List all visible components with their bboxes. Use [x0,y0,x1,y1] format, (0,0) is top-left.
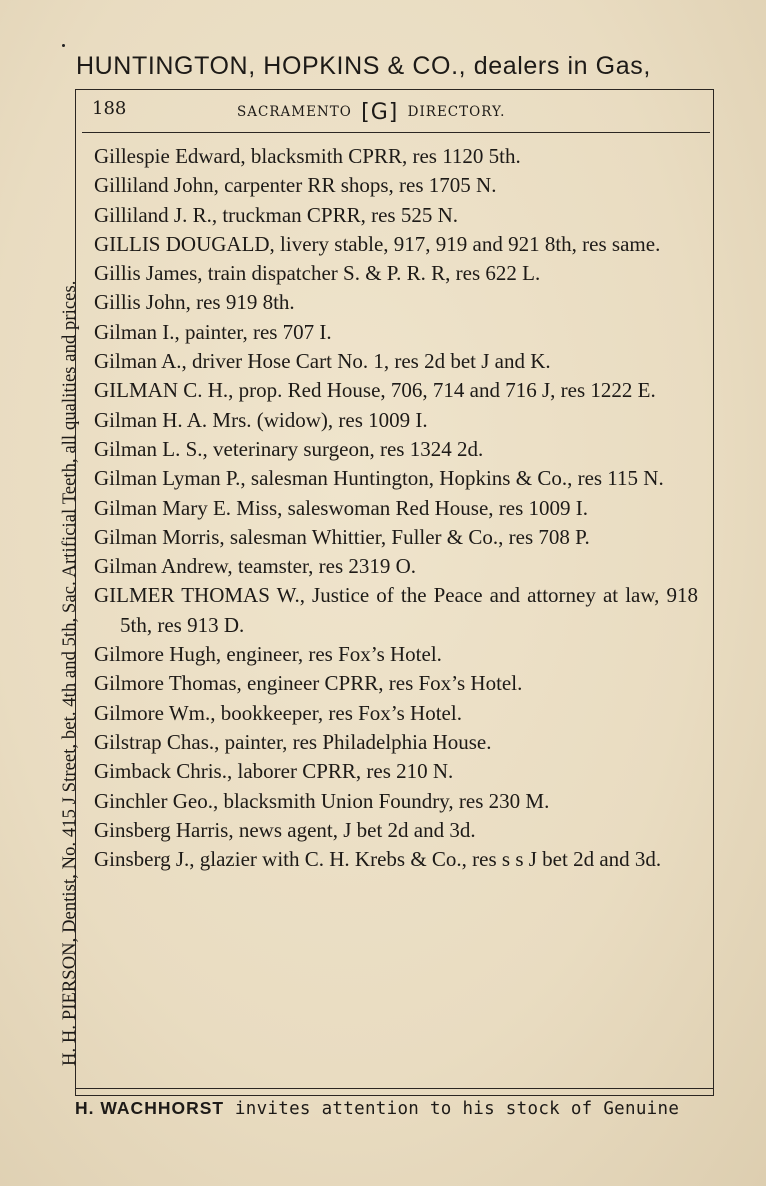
directory-entry: GILMAN C. H., prop. Red House, 706, 714 and 716 J, res 1222 E. [94,378,656,403]
page-number: 188 [92,98,127,119]
directory-entry: Gilmore Hugh, engineer, res Fox’s Hotel. [94,642,442,667]
directory-entry: Gilmore Thomas, engineer CPRR, res Fox’s Hotel. [94,671,523,696]
header-rule [82,132,710,133]
ink-speck [62,44,65,47]
directory-entry: Ginchler Geo., blacksmith Union Foundry, res 230 M. [94,788,550,813]
directory-entry: Gilliland John, carpenter RR shops, res 1705 N. [94,173,497,198]
directory-entry: Gillis James, train dispatcher S. & P. R. R, res 622 L. [94,261,541,286]
directory-entries [94,142,698,874]
header-city: SACRAMENTO [237,104,352,120]
directory-entry: Gilman Andrew, teamster, res 2319 O. [94,554,417,579]
directory-entry: GILMER THOMAS W., Justice of the Peace and attorney at law, 918 5th, res 913 D. [94,583,698,637]
side-advertisement-banner: H. H. PIERSON, Dentist, No. 415 J Street, bet. 4th and 5th, Sac. Artificial Teeth, all qualities and prices. [60,280,80,1066]
directory-entry: Gillespie Edward, blacksmith CPRR, res 1120 5th. [94,144,521,168]
top-banner-text: , dealers in Gas, [458,52,651,80]
header-title: DIRECTORY. [407,104,506,120]
bottom-advertisement-banner [75,1098,679,1119]
header-section-letter: [G] [361,100,399,125]
top-banner-company: HUNTINGTON, HOPKINS & CO. [76,52,459,80]
directory-entry: Ginsberg J., glazier with C. H. Krebs & Co., res s s J bet 2d and 3d. [94,847,662,872]
directory-entry: Gilman Mary E. Miss, saleswoman Red House, res 1009 I. [94,495,589,520]
directory-entry: Gilliland J. R., truckman CPRR, res 525 N. [94,202,458,227]
bottom-banner-company: H. WACHHORST [75,1098,225,1118]
directory-entry: Gimback Chris., laborer CPRR, res 210 N. [94,759,454,784]
directory-entry: Gilman Morris, salesman Whittier, Fuller & Co., res 708 P. [94,524,590,549]
directory-entry: Gilstrap Chas., painter, res Philadelphia House. [94,729,492,754]
bottom-banner-text: invites attention to his stock of Genuine [224,1099,680,1119]
directory-entry: Gilman I., painter, res 707 I. [94,319,332,344]
top-advertisement-banner [76,52,651,81]
bottom-rule [75,1088,714,1089]
directory-entry: Gilman A., driver Hose Cart No. 1, res 2d bet J and K. [94,349,551,374]
directory-entry: Gilman L. S., veterinary surgeon, res 1324 2d. [94,436,484,461]
directory-entry: Gilman H. A. Mrs. (widow), res 1009 I. [94,407,428,432]
directory-entry: Gilmore Wm., bookkeeper, res Fox’s Hotel. [94,700,462,725]
directory-entry: Ginsberg Harris, news agent, J bet 2d and 3d. [94,817,476,842]
running-head [237,100,505,125]
directory-entry: Gilman Lyman P., salesman Huntington, Hopkins & Co., res 115 N. [94,466,664,491]
directory-entry: Gillis John, res 919 8th. [94,290,295,315]
running-header [90,96,702,126]
directory-entry: GILLIS DOUGALD, livery stable, 917, 919 and 921 8th, res same. [94,231,661,256]
